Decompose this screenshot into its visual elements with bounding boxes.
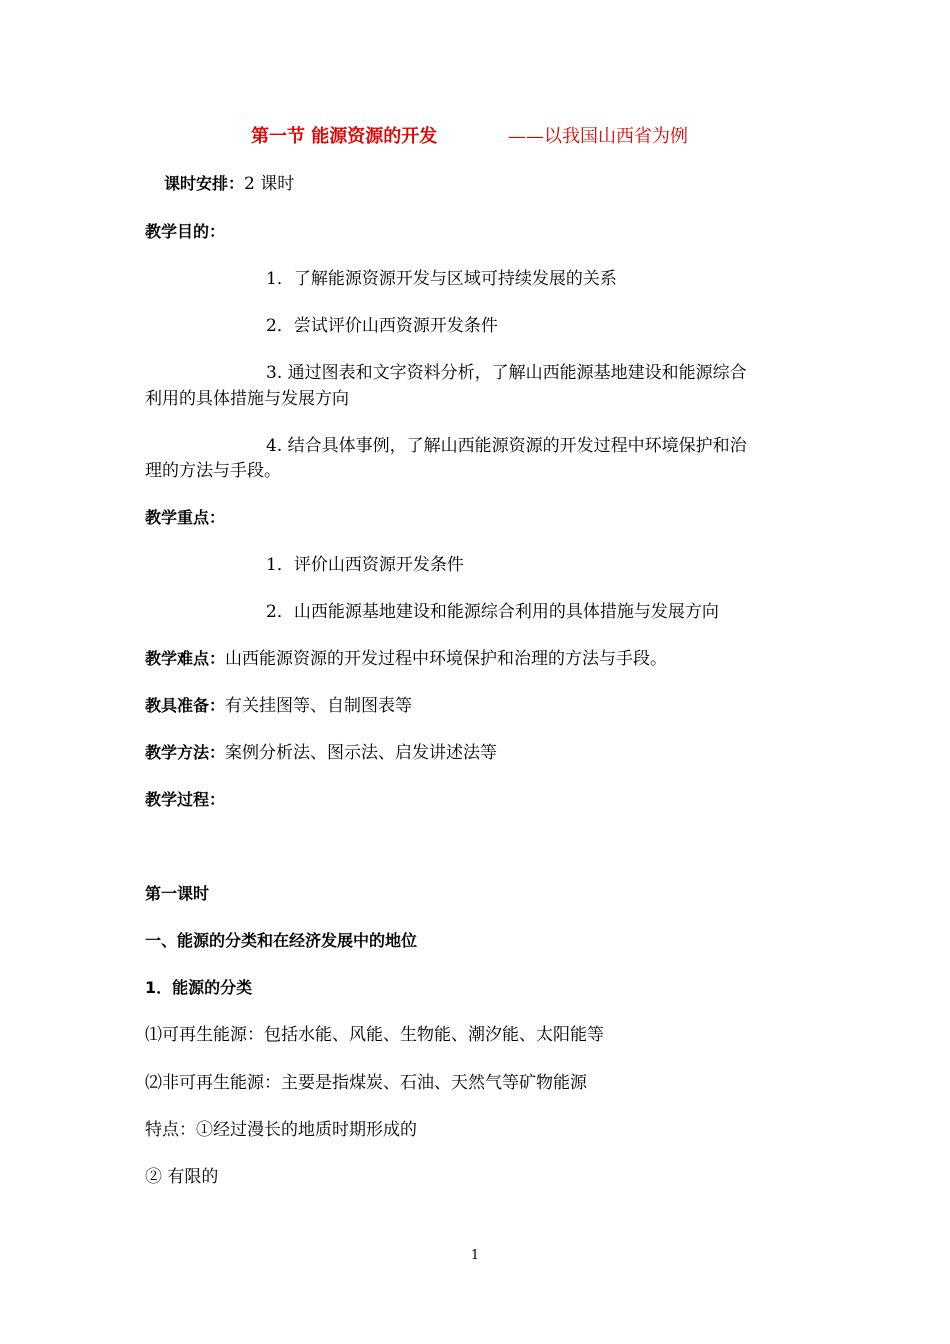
schedule-value: 2 课时 (244, 174, 295, 194)
feature-line-2: ② 有限的 (145, 1167, 219, 1187)
keypoint-item-1: 1．评价山西资源开发条件 (266, 555, 464, 575)
title-main: 第一节 能源资源的开发 (251, 126, 438, 147)
schedule-line (164, 172, 294, 196)
section1-heading: 一、能源的分类和在经济发展中的地位 (145, 931, 418, 950)
keypoints-label: 教学重点： (145, 508, 226, 527)
methods-label: 教学方法： (145, 743, 226, 762)
tools-label: 教具准备： (145, 696, 226, 715)
renewable-energy-line: ⑴可再生能源：包括水能、风能、生物能、潮汐能、太阳能等 (145, 1025, 604, 1045)
objective-item-3-line2: 利用的具体措施与发展方向 (145, 389, 349, 409)
title-subtitle: ——以我国山西省为例 (508, 126, 688, 147)
tools-value: 有关挂图等、自制图表等 (225, 696, 413, 716)
objectives-label: 教学目的： (145, 222, 226, 241)
objective-item-1: 1．了解能源资源开发与区域可持续发展的关系 (266, 269, 617, 289)
objective-item-2: 2．尝试评价山西资源开发条件 (266, 316, 498, 336)
keypoint-item-2: 2．山西能源基地建设和能源综合利用的具体措施与发展方向 (266, 602, 719, 622)
feature-line-1: 特点：①经过漫长的地质时期形成的 (145, 1120, 417, 1140)
tools-line (145, 694, 412, 718)
objective-item-4-line1: 4. 结合具体事例，了解山西能源资源的开发过程中环境保护和治 (266, 436, 747, 456)
nonrenewable-energy-line: ⑵非可再生能源：主要是指煤炭、石油、天然气等矿物能源 (145, 1073, 587, 1093)
difficulty-label: 教学难点： (145, 649, 226, 668)
methods-line (145, 741, 497, 765)
objective-item-4-line2: 理的方法与手段。 (145, 461, 281, 481)
subsection1-heading: 1．能源的分类 (145, 978, 253, 997)
difficulty-value: 山西能源资源的开发过程中环境保护和治理的方法与手段。 (225, 649, 668, 669)
objective-item-3-line1: 3. 通过图表和文字资料分析，了解山西能源基地建设和能源综合 (266, 363, 747, 383)
schedule-label: 课时安排： (164, 174, 245, 193)
page-number: 1 (470, 1248, 480, 1263)
difficulty-line (145, 647, 667, 671)
process-label: 教学过程： (145, 790, 226, 809)
methods-value: 案例分析法、图示法、启发讲述法等 (225, 743, 498, 763)
lesson1-heading: 第一课时 (145, 884, 210, 903)
